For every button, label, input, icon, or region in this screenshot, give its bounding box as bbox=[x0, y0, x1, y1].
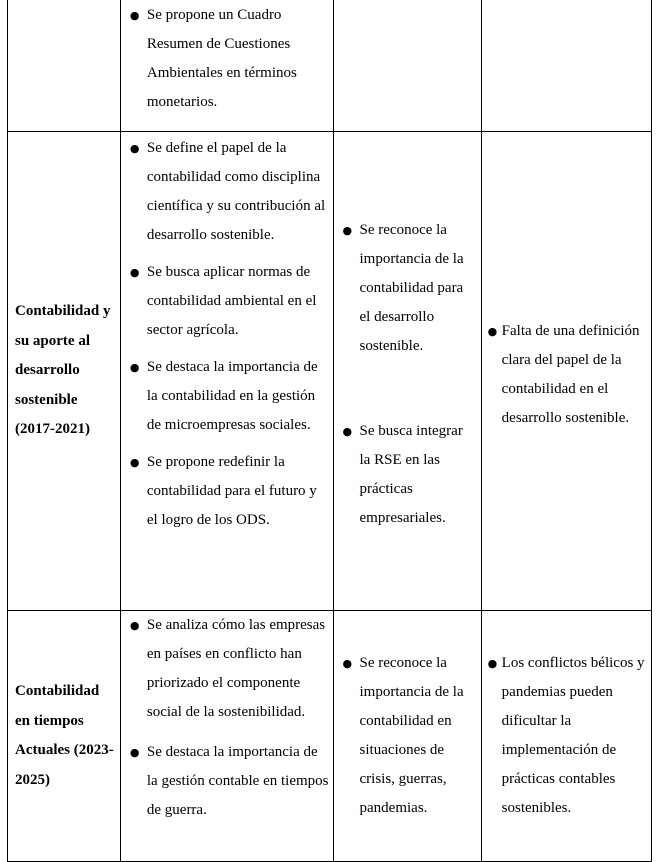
limitations-cell bbox=[481, 0, 651, 132]
contributions-cell bbox=[333, 611, 481, 862]
contributions-cell bbox=[333, 0, 481, 132]
list-item: ● Se busca aplicar normas de contabilidad ambiental en el sector agrícola. bbox=[127, 258, 329, 345]
limitations-list bbox=[488, 317, 647, 433]
list-item: ● Se propone redefinir la contabilidad para el futuro y el logro de los ODS. bbox=[127, 448, 329, 535]
contributions-list bbox=[340, 649, 477, 823]
list-item: ● Se busca integrar la RSE en las prácticas empresariales. bbox=[340, 417, 477, 533]
table-row bbox=[8, 0, 652, 132]
findings-list bbox=[127, 611, 329, 825]
limitations-cell bbox=[481, 611, 651, 862]
list-item: ● Se define el papel de la contabilidad como disciplina científica y su contribución al desarrollo sostenible. bbox=[127, 134, 329, 250]
findings-cell bbox=[120, 611, 333, 862]
findings-list bbox=[127, 1, 329, 117]
findings-cell bbox=[120, 0, 333, 132]
list-item: ● Se destaca la importancia de la contabilidad en la gestión de microempresas sociales. bbox=[127, 353, 329, 440]
table-row bbox=[8, 132, 652, 611]
findings-list bbox=[127, 134, 329, 535]
list-item: ● Se reconoce la importancia de la contabilidad en situaciones de crisis, guerras, pandemias. bbox=[340, 649, 477, 823]
list-item: ● Se analiza cómo las empresas en países en conflicto han priorizado el componente social de la sostenibilidad. bbox=[127, 611, 329, 727]
list-item: ● Se reconoce la importancia de la contabilidad para el desarrollo sostenible. bbox=[340, 216, 477, 361]
limitations-list bbox=[488, 649, 647, 823]
list-item: ● Los conflictos bélicos y pandemias pueden dificultar la implementación de prácticas contables sostenibles. bbox=[488, 649, 647, 823]
list-item: ● Se destaca la importancia de la gestión contable en tiempos de guerra. bbox=[127, 738, 329, 825]
literature-summary-table bbox=[7, 0, 652, 862]
contributions-list bbox=[340, 216, 477, 533]
list-item: ● Se propone un Cuadro Resumen de Cuestiones Ambientales en términos monetarios. bbox=[127, 1, 329, 117]
contributions-cell bbox=[333, 132, 481, 611]
limitations-cell bbox=[481, 132, 651, 611]
findings-cell bbox=[120, 132, 333, 611]
period-cell: Contabilidad y su aporte al desarrollo sostenible (2017-2021) bbox=[8, 132, 121, 611]
table-row bbox=[8, 611, 652, 862]
period-cell: Contabilidad en tiempos Actuales (2023-2025) bbox=[8, 611, 121, 862]
list-item: ● Falta de una definición clara del papel de la contabilidad en el desarrollo sostenible. bbox=[488, 317, 647, 433]
period-cell bbox=[8, 0, 121, 132]
